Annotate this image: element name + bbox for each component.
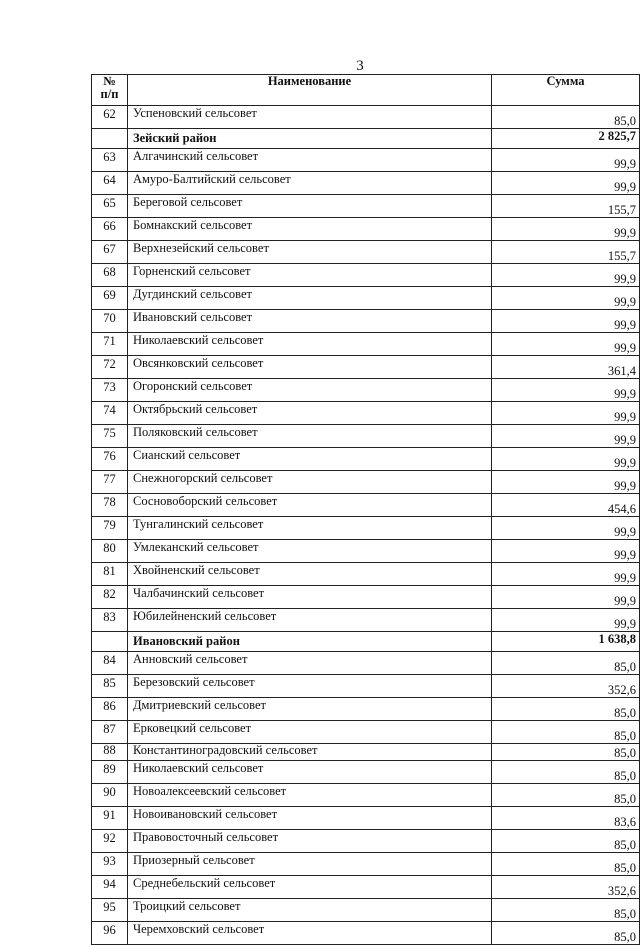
- row-number: 82: [92, 586, 128, 609]
- district-sum: 2 825,7: [492, 129, 640, 149]
- table-row: [92, 494, 640, 517]
- row-number: 92: [92, 830, 128, 853]
- settlement-name: Новоивановский сельсовет: [128, 807, 492, 830]
- district-name: Зейский район: [128, 129, 492, 149]
- table-row: [92, 241, 640, 264]
- row-sum: 99,9: [492, 402, 640, 425]
- settlement-name: Ерковецкий сельсовет: [128, 721, 492, 744]
- table-row: [92, 379, 640, 402]
- settlement-name: Троицкий сельсовет: [128, 899, 492, 922]
- settlement-name: Сианский сельсовет: [128, 448, 492, 471]
- row-number: 88: [92, 744, 128, 761]
- row-sum: 99,9: [492, 149, 640, 172]
- row-sum: 99,9: [492, 310, 640, 333]
- row-number: 69: [92, 287, 128, 310]
- table-row: [92, 922, 640, 945]
- settlement-name: Октябрьский сельсовет: [128, 402, 492, 425]
- settlement-name: Алгачинский сельсовет: [128, 149, 492, 172]
- row-number: 63: [92, 149, 128, 172]
- settlement-name: Амуро-Балтийский сельсовет: [128, 172, 492, 195]
- settlement-name: Дугдинский сельсовет: [128, 287, 492, 310]
- settlement-name: Новоалексеевский сельсовет: [128, 784, 492, 807]
- row-number: 86: [92, 698, 128, 721]
- row-sum: 83,6: [492, 807, 640, 830]
- row-sum: 99,9: [492, 172, 640, 195]
- row-number: 89: [92, 761, 128, 784]
- row-sum: 155,7: [492, 241, 640, 264]
- row-sum: 85,0: [492, 922, 640, 945]
- table-row: [92, 586, 640, 609]
- district-name: Ивановский район: [128, 632, 492, 652]
- settlement-name: Правовосточный сельсовет: [128, 830, 492, 853]
- row-number: 73: [92, 379, 128, 402]
- row-sum: 99,9: [492, 586, 640, 609]
- settlement-name: Николаевский сельсовет: [128, 761, 492, 784]
- settlement-name: Николаевский сельсовет: [128, 333, 492, 356]
- settlement-name: Среднебельский сельсовет: [128, 876, 492, 899]
- table-row: [92, 652, 640, 675]
- table-row: [92, 698, 640, 721]
- row-sum: 85,0: [492, 744, 640, 761]
- row-number: 85: [92, 675, 128, 698]
- row-sum: 85,0: [492, 899, 640, 922]
- row-sum: 99,9: [492, 471, 640, 494]
- settlement-name: Тунгалинский сельсовет: [128, 517, 492, 540]
- row-number: 87: [92, 721, 128, 744]
- settlement-name: Чалбачинский сельсовет: [128, 586, 492, 609]
- row-number: 80: [92, 540, 128, 563]
- row-number: 96: [92, 922, 128, 945]
- row-sum: 99,9: [492, 264, 640, 287]
- district-row: [92, 632, 640, 652]
- table-row: [92, 333, 640, 356]
- table-row: [92, 830, 640, 853]
- settlement-name: Умлеканский сельсовет: [128, 540, 492, 563]
- row-number: 64: [92, 172, 128, 195]
- row-number: 68: [92, 264, 128, 287]
- row-number: 74: [92, 402, 128, 425]
- table-row: [92, 853, 640, 876]
- header-number: [92, 75, 128, 106]
- table-row: [92, 356, 640, 379]
- row-number: 81: [92, 563, 128, 586]
- row-sum: 85,0: [492, 761, 640, 784]
- row-number: 70: [92, 310, 128, 333]
- row-number: 90: [92, 784, 128, 807]
- table-row: [92, 402, 640, 425]
- table-row: [92, 264, 640, 287]
- table-row: [92, 517, 640, 540]
- row-sum: 85,0: [492, 853, 640, 876]
- table-header-row: [92, 75, 640, 106]
- header-sum: Сумма: [492, 75, 640, 106]
- settlement-name: Юбилейненский сельсовет: [128, 609, 492, 632]
- row-sum: 352,6: [492, 876, 640, 899]
- table-row: [92, 218, 640, 241]
- table-row: [92, 609, 640, 632]
- settlement-name: Огоронский сельсовет: [128, 379, 492, 402]
- settlement-name: Береговой сельсовет: [128, 195, 492, 218]
- row-number: 67: [92, 241, 128, 264]
- row-sum: 361,4: [492, 356, 640, 379]
- table-row: [92, 744, 640, 761]
- table-row: [92, 876, 640, 899]
- table-row: [92, 784, 640, 807]
- row-sum: 99,9: [492, 218, 640, 241]
- row-sum: 99,9: [492, 540, 640, 563]
- row-sum: 99,9: [492, 517, 640, 540]
- settlement-name: Успеновский сельсовет: [128, 106, 492, 129]
- settlement-name: Горненский сельсовет: [128, 264, 492, 287]
- table-row: [92, 448, 640, 471]
- row-number: 91: [92, 807, 128, 830]
- settlement-name: Анновский сельсовет: [128, 652, 492, 675]
- row-sum: 155,7: [492, 195, 640, 218]
- settlement-name: Березовский сельсовет: [128, 675, 492, 698]
- settlement-name: Поляковский сельсовет: [128, 425, 492, 448]
- row-number: 83: [92, 609, 128, 632]
- row-sum: 85,0: [492, 784, 640, 807]
- row-number: 62: [92, 106, 128, 129]
- header-number-line2: п/п: [100, 87, 119, 101]
- row-number: 65: [92, 195, 128, 218]
- settlement-name: Бомнакский сельсовет: [128, 218, 492, 241]
- settlement-name: Верхнезейский сельсовет: [128, 241, 492, 264]
- table-row: [92, 106, 640, 129]
- row-number: [92, 129, 128, 149]
- settlement-name: Хвойненский сельсовет: [128, 563, 492, 586]
- row-number: 78: [92, 494, 128, 517]
- page-number: 3: [356, 58, 364, 74]
- settlement-name: Приозерный сельсовет: [128, 853, 492, 876]
- row-number: 76: [92, 448, 128, 471]
- row-number: 66: [92, 218, 128, 241]
- table-row: [92, 540, 640, 563]
- row-number: 84: [92, 652, 128, 675]
- row-sum: 85,0: [492, 106, 640, 129]
- table-row: [92, 721, 640, 744]
- district-row: [92, 129, 640, 149]
- row-sum: 99,9: [492, 609, 640, 632]
- row-number: 94: [92, 876, 128, 899]
- table-row: [92, 675, 640, 698]
- row-sum: 99,9: [492, 333, 640, 356]
- row-number: 77: [92, 471, 128, 494]
- table-row: [92, 149, 640, 172]
- row-sum: 85,0: [492, 721, 640, 744]
- row-number: 93: [92, 853, 128, 876]
- settlement-name: Дмитриевский сельсовет: [128, 698, 492, 721]
- settlement-name: Овсянковский сельсовет: [128, 356, 492, 379]
- row-number: 71: [92, 333, 128, 356]
- row-sum: 99,9: [492, 448, 640, 471]
- row-number: 72: [92, 356, 128, 379]
- settlement-name: Черемховский сельсовет: [128, 922, 492, 945]
- row-number: 95: [92, 899, 128, 922]
- table-row: [92, 310, 640, 333]
- row-sum: 85,0: [492, 830, 640, 853]
- row-sum: 454,6: [492, 494, 640, 517]
- table-body: [92, 106, 640, 945]
- table-row: [92, 899, 640, 922]
- row-sum: 99,9: [492, 425, 640, 448]
- table-row: [92, 195, 640, 218]
- table-row: [92, 425, 640, 448]
- row-sum: 85,0: [492, 698, 640, 721]
- table-row: [92, 172, 640, 195]
- table-row: [92, 287, 640, 310]
- budget-table: [91, 74, 640, 945]
- row-sum: 352,6: [492, 675, 640, 698]
- settlement-name: Константиноградовский сельсовет: [128, 744, 492, 761]
- settlement-name: Сосновоборский сельсовет: [128, 494, 492, 517]
- header-name: Наименование: [128, 75, 492, 106]
- table-row: [92, 761, 640, 784]
- row-sum: 99,9: [492, 563, 640, 586]
- row-number: 75: [92, 425, 128, 448]
- row-number: 79: [92, 517, 128, 540]
- row-number: [92, 632, 128, 652]
- row-sum: 99,9: [492, 287, 640, 310]
- district-sum: 1 638,8: [492, 632, 640, 652]
- header-number-line1: №: [103, 74, 116, 88]
- table-row: [92, 807, 640, 830]
- settlement-name: Снежногорский сельсовет: [128, 471, 492, 494]
- row-sum: 99,9: [492, 379, 640, 402]
- table-row: [92, 563, 640, 586]
- table-row: [92, 471, 640, 494]
- row-sum: 85,0: [492, 652, 640, 675]
- settlement-name: Ивановский сельсовет: [128, 310, 492, 333]
